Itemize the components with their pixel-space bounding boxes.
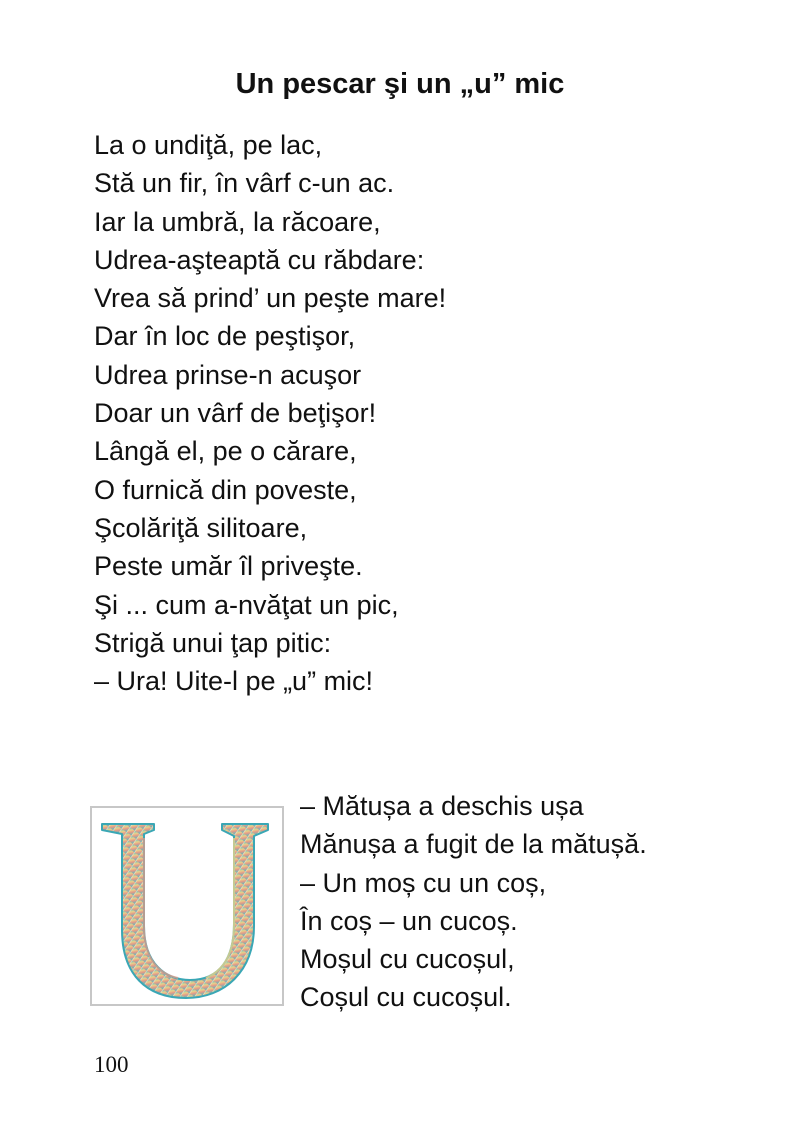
poem-line: Udrea-aşteaptă cu răbdare: [94,244,425,275]
rhyme-line: – Mătușa a deschis ușa [300,791,584,821]
page-number: 100 [94,1052,129,1077]
rhyme-line: – Un moș cu un coș, [300,867,547,898]
poem-line: Şi ... cum a-nvăţat un pic, [94,589,399,620]
poem-line: Strigă unui ţap pitic: [94,627,332,658]
poem-line: – Ura! Uite-l pe „u” mic! [94,666,374,697]
rhyme-line: Coșul cu cucoșul. [300,982,512,1013]
poem-line: Dar în loc de peştişor, [94,321,356,352]
poem-line: Doar un vârf de beţişor! [94,398,377,429]
poem-line: Iar la umbră, la răcoare, [94,206,381,237]
letter-u-glyph [102,824,268,998]
poem-line: Şcolăriţă silitoare, [94,512,308,543]
poem-line: Udrea prinse-n acuşor [94,359,362,390]
poem-line: Stă un fir, în vârf c-un ac. [94,168,395,199]
rhyme-line: Moșul cu cucoșul, [300,944,515,975]
rhyme-line: Mănușa a fugit de la mătușă. [300,829,647,860]
page-title: Un pescar şi un „u” mic [235,68,565,100]
poem-line: Lângă el, pe o cărare, [94,436,357,467]
poem-line: La o undiţă, pe lac, [94,130,323,160]
rhyme-line: În coș – un cucoș. [300,905,518,936]
letter-u-illustration [90,806,284,1006]
poem-line: Vrea să prind’ un peşte mare! [94,283,447,314]
poem-line: O furnică din poveste, [94,474,357,505]
poem-line: Peste umăr îl priveşte. [94,551,363,582]
tongue-twister [300,787,780,1017]
poem [94,126,714,700]
letter-u-image [92,808,282,1004]
